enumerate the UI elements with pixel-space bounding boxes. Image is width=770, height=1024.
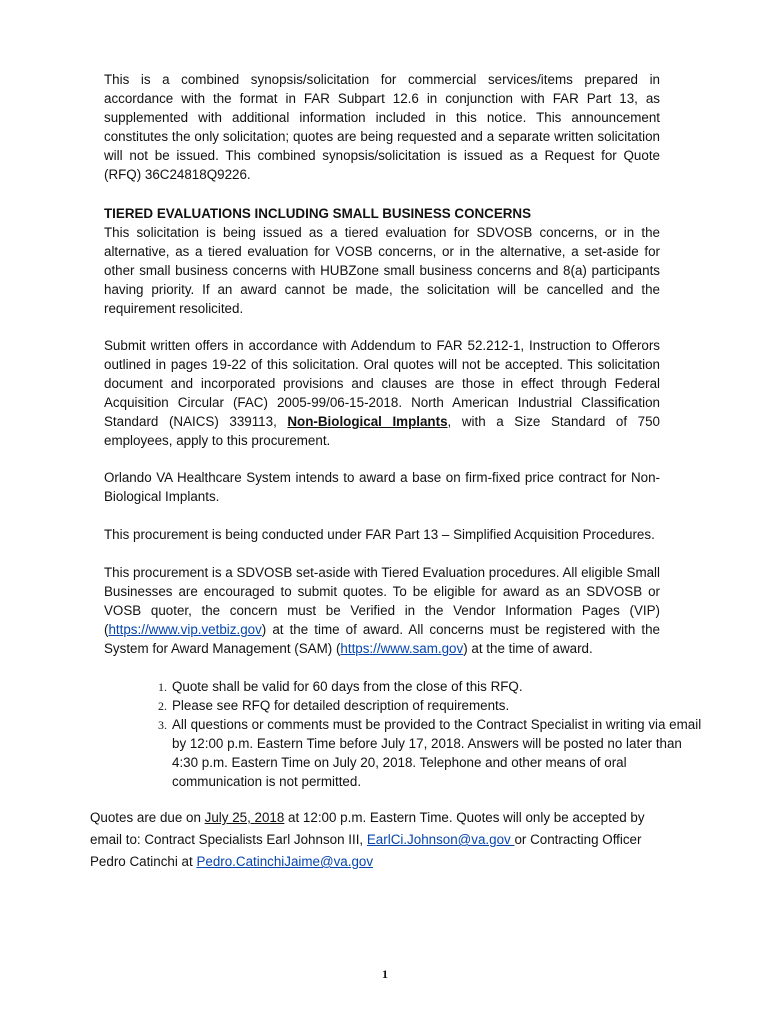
quotes-text-part3: or Contracting Officer Pedro Catinchi at [90, 832, 642, 869]
quotes-due-paragraph [90, 807, 680, 873]
quotes-text-part1: Quotes are due on [90, 810, 205, 825]
due-date: July 25, 2018 [204, 810, 285, 825]
list-item: 1. Quote shall be valid for 60 days from the close of this RFQ. [170, 677, 703, 696]
intro-paragraph: This is a combined synopsis/solicitation for commercial services/items prepared in accordance with the format in FAR Subpart 12.6 in conjunction with FAR Part 13, as supplemented with additional information included in this notice. This announcement constitutes the only solicitation; quotes are being requested and a separate written solicitation will not be issued. This combined synopsis/solicitation is issued as a Request for Quote (RFQ) 36C24818Q9226. [104, 72, 660, 182]
email-link-earl-johnson[interactable]: EarlCi.Johnson@va.gov [366, 832, 515, 847]
list-item: 3. All questions or comments must be provided to the Contract Specialist in writing via email by 12:00 p.m. Eastern Time before July 17, 2018. Answers will be posted no later than 4:30 p.m. Eastern Time on July 20, 2018. Telephone and other means of oral communication is not permitted. [170, 715, 703, 791]
submit-text-part1: Submit written offers in accordance with Addendum to FAR 52.212-1, Instruction to Offerors outlined in pages 19-22 of this solicitation. Oral quotes will not be accepted. This solicitation document and incorporated provisions and clauses are those in effect through Federal Acquisition Circular (FAC) 2005-99/06-15-2018. North American Industrial Classification Standard (NAICS) 339113, [104, 338, 660, 429]
quotes-text-part2: at 12:00 p.m. Eastern Time. Quotes will only be accepted by email to: Contract Specialists Earl Johnson III, [90, 810, 645, 847]
tiered-evaluation-paragraph: This solicitation is being issued as a tiered evaluation for SDVOSB concerns, or in the alternative, as a tiered evaluation for VOSB concerns, or in the alternative, a set-aside for other small business concerns with HUBZone small business concerns and 8(a) participants having priority. If an award cannot be made, the solicitation will be cancelled and the requirement resolicited. [104, 225, 660, 316]
naics-title: Non-Biological Implants [287, 414, 448, 429]
sam-link[interactable]: https://www.sam.gov [340, 641, 464, 656]
tiered-evaluation-section [104, 204, 660, 318]
page-number: 1 [382, 967, 388, 981]
orlando-paragraph: Orlando VA Healthcare System intends to award a base on firm-fixed price contract for Non-Biological Implants. [104, 470, 660, 504]
section-heading: TIERED EVALUATIONS INCLUDING SMALL BUSINESS CONCERNS [104, 206, 532, 221]
far-part-paragraph: This procurement is being conducted under FAR Part 13 – Simplified Acquisition Procedures. [104, 527, 655, 542]
requirements-list [147, 677, 703, 791]
submit-offers-paragraph [104, 336, 660, 450]
sdvosb-text-part3: ) at the time of award. [463, 641, 593, 656]
email-link-pedro-catinchi[interactable]: Pedro.CatinchiJaime@va.gov [196, 854, 374, 869]
list-item: 2. Please see RFQ for detailed description of requirements. [170, 696, 703, 715]
sdvosb-paragraph [104, 563, 660, 658]
submit-text-part2: , with a Size Standard of 750 employees, apply to this procurement. [104, 414, 660, 448]
vip-link[interactable]: https://www.vip.vetbiz.gov [108, 622, 262, 637]
sdvosb-text-part1: This procurement is a SDVOSB set-aside with Tiered Evaluation procedures. All eligible Small Businesses are encouraged to submit quotes. To be eligible for award as an SDVOSB or VOSB quoter, the concern must be Verified in the Vendor Information Pages (VIP) ( [104, 565, 660, 637]
sdvosb-text-part2: ) at the time of award. All concerns must be registered with the System for Award Management (SAM) ( [104, 622, 660, 656]
